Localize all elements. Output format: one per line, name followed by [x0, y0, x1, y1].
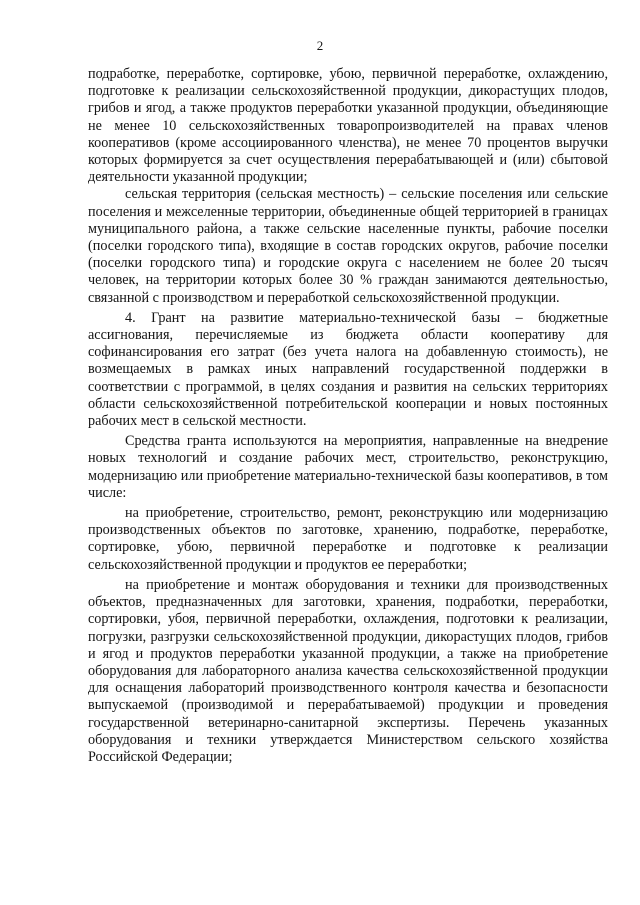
paragraph-continuation: подработке, переработке, сортировке, убою, первичной переработке, охлаждению, подготовке к реализации сельскохозяйственной продукции, дикорастущих плодов, грибов и ягод, а также продуктов переработки указанной продукции, объединяющие не менее 10 сельскохозяйственных товаропроизводителей на правах членов кооперативов (кроме ассоциированного членства), не менее 70 процентов выручки которых формируется за счет осуществления перерабатывающей и (или) сбытовой деятельности указанной продукции; — [88, 66, 608, 186]
paragraph-rural-territory: сельская территория (сельская местность) – сельские поселения или сельские поселения и межселенные территории, объединенные общей территорией в границах муниципального района, а также сельские населенные пункты, рабочие поселки (поселки городского типа), входящие в состав городских округов, рабочие поселки (поселки городского типа) и городские округа с населением не более 20 тысяч человек, на территории которых более 30 % граждан занимаются деятельностью, связанной с производством и переработкой сельскохозяйственной продукции. — [88, 186, 608, 306]
paragraph-equipment: на приобретение и монтаж оборудования и техники для производственных объектов, предназначенных для заготовки, хранения, подработки, переработки, сортировки, убоя, первичной переработки, охлаждения, подготовки к реализации, погрузки, разгрузки сельскохозяйственной продукции, дикорастущих плодов, грибов и ягод и продуктов переработки указанной продукции, а также на приобретение оборудования для лабораторного анализа качества сельскохозяйственной продукции для оснащения лабораторий производственного контроля качества и безопасности выпускаемой (производимой и перерабатываемой) продукции и проведения государственной ветеринарно-санитарной экспертизы. Перечень указанных оборудования и техники утверждается Министерством сельского хозяйства Российской Федерации; — [88, 576, 608, 765]
paragraph-acquisition-construction: на приобретение, строительство, ремонт, реконструкцию или модернизацию производственных объектов по заготовке, хранению, подработке, переработке, сортировке, убою, первичной переработке и подготовке к реализации сельскохозяйственной продукции и продуктов ее переработки; — [88, 505, 608, 573]
paragraph-grant-definition: 4. Грант на развитие материально-технической базы – бюджетные ассигнования, перечисляемые из бюджета области кооперативу для софинансирования его затрат (без учета налога на добавленную стоимость), не возмещаемых в рамках иных направлений государственной поддержки в соответствии с программой, в целях создания и развития на сельских территориях области сельскохозяйственной потребительской кооперации и новых постоянных рабочих мест в сельской местности. — [88, 309, 608, 430]
paragraph-grant-use: Средства гранта используются на мероприятия, направленные на внедрение новых технологий и создание рабочих мест, строительство, реконструкцию, модернизацию или приобретение материально-технической базы кооперативов, в том числе: — [88, 433, 608, 501]
page-number: 2 — [316, 38, 324, 53]
document-body — [88, 66, 608, 766]
